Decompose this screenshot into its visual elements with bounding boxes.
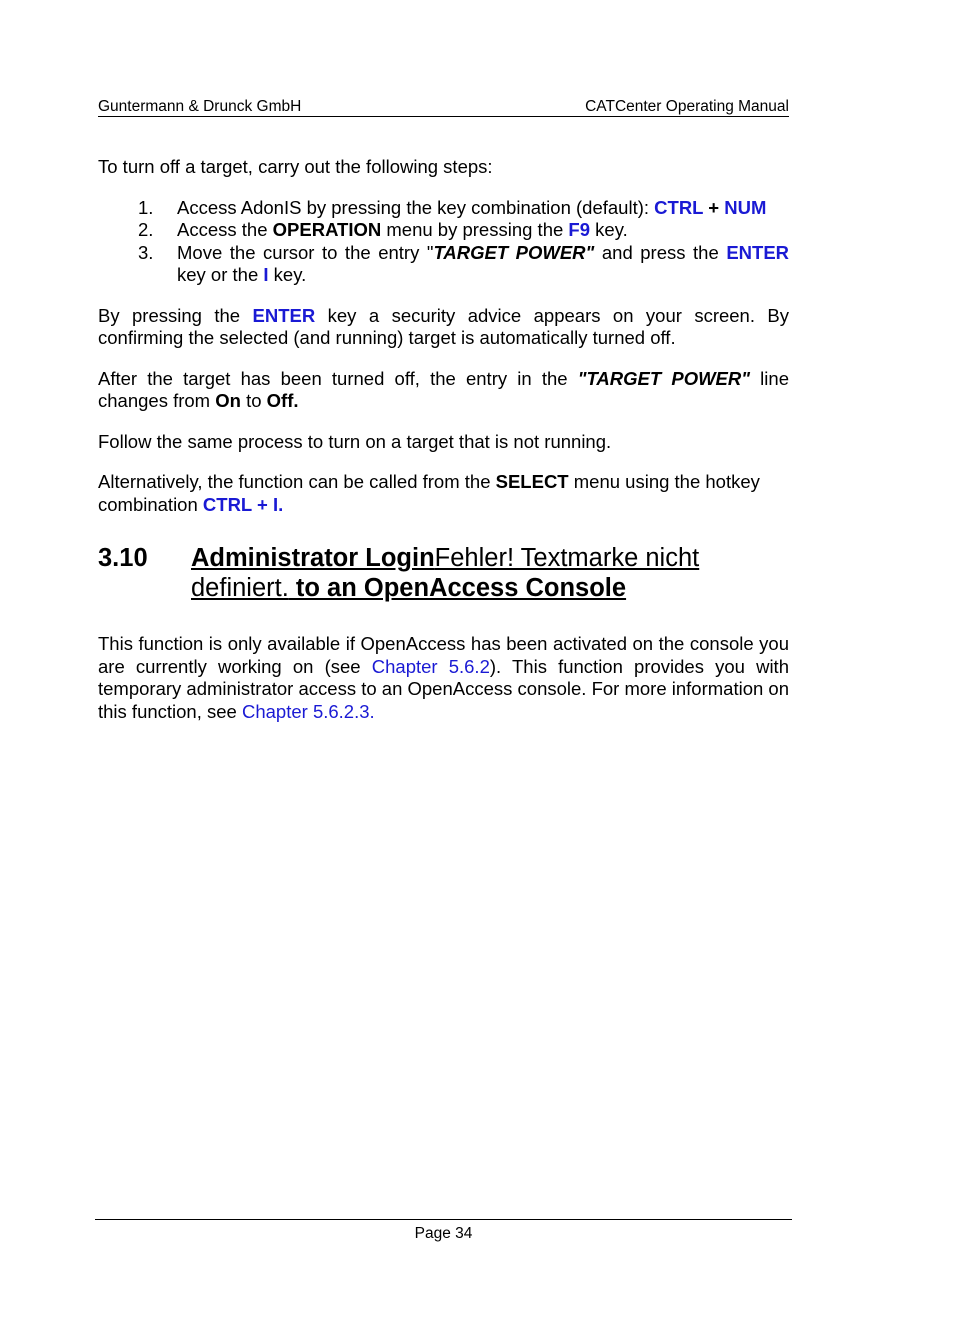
entry-target-power: "TARGET POWER" <box>577 367 751 389</box>
para-text: This function is only available if OpenAccess has been activated on the console you are currently working on (see <box>98 633 789 677</box>
section-heading <box>98 543 789 603</box>
page-content <box>98 156 789 723</box>
chapter-link-5-6-2[interactable]: Chapter 5.6.2 <box>371 655 490 677</box>
key-ctrl-i: CTRL + I. <box>202 493 284 515</box>
para-text: menu using the hotkey combination <box>98 471 760 515</box>
menu-operation: OPERATION <box>272 219 382 240</box>
header-company: Guntermann & Drunck GmbH <box>98 98 302 115</box>
key-f9: F9 <box>568 219 591 240</box>
key-enter: ENTER <box>252 304 316 326</box>
alternative-paragraph <box>98 471 789 516</box>
key-plus: + <box>703 196 725 218</box>
page-number: Page 34 <box>414 1225 473 1242</box>
steps-list <box>98 197 789 287</box>
section-title-part: to an OpenAccess Console <box>288 574 627 602</box>
header-manual-title: CATCenter Operating Manual <box>585 98 789 115</box>
para-text: By pressing the <box>98 304 253 326</box>
menu-select: SELECT <box>495 471 569 492</box>
step-text: Access the <box>177 219 273 240</box>
section-title <box>191 543 789 603</box>
key-enter: ENTER <box>726 241 790 263</box>
para-text: ). This function provides you with temporary administrator access to an OpenAccess console. For more information on this function, see <box>98 655 789 722</box>
intro-paragraph: To turn off a target, carry out the following steps: <box>98 156 493 177</box>
step-number: 2. <box>138 219 154 240</box>
page-header <box>98 97 789 117</box>
para-text: After the target has been turned off, the entry in the <box>98 367 578 389</box>
para-text: line changes from <box>98 367 789 411</box>
step-number: 1. <box>138 196 154 218</box>
step-text: and press the <box>594 241 727 263</box>
value-off: Off. <box>266 390 299 411</box>
turn-on-paragraph: Follow the same process to turn on a target that is not running. <box>98 430 612 452</box>
step-number: 3. <box>138 241 154 263</box>
step-text: key. <box>268 264 307 285</box>
para-text: to <box>240 390 267 411</box>
step-text: Move the cursor to the entry " <box>177 241 434 263</box>
section-title-part: Administrator Login <box>191 544 435 572</box>
entry-target-power: TARGET POWER" <box>433 241 595 263</box>
step-text: Access AdonIS by pressing the key combination (default): <box>177 196 655 218</box>
step-text: key. <box>590 219 628 240</box>
step-text: menu by pressing the <box>381 219 569 240</box>
target-power-paragraph <box>98 368 789 413</box>
step-text: key or the <box>177 264 264 285</box>
para-text: key a security advice appears on your screen. By confirming the selected (and running) target is automatically turned off. <box>98 304 790 348</box>
para-text: Alternatively, the function can be called from the <box>98 471 496 492</box>
value-on: On <box>215 390 241 411</box>
key-ctrl: CTRL <box>654 196 704 218</box>
security-advice-paragraph <box>98 305 789 350</box>
openaccess-paragraph <box>98 633 789 723</box>
key-i: I <box>263 264 269 285</box>
step-3 <box>98 242 789 287</box>
chapter-link-5-6-2-3[interactable]: Chapter 5.6.2.3. <box>241 700 375 722</box>
section-number: 3.10 <box>98 544 148 572</box>
step-2 <box>98 219 789 242</box>
section-title-error-text: Fehler! Textmarke nicht definiert. <box>191 544 700 602</box>
step-1 <box>98 197 789 220</box>
page-footer <box>95 1219 792 1243</box>
key-num: NUM <box>724 196 767 218</box>
